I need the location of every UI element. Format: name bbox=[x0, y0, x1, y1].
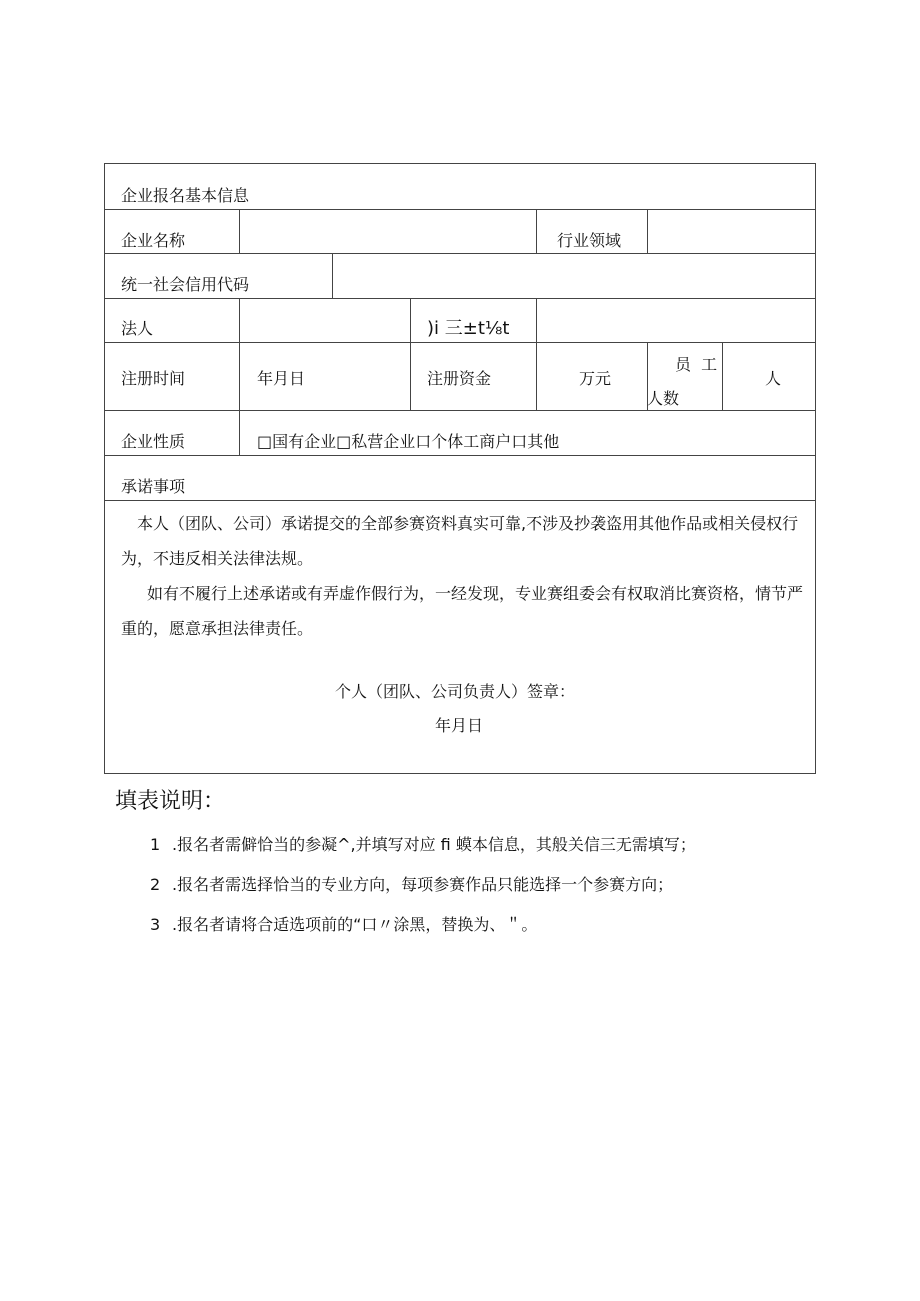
col-divider bbox=[332, 253, 333, 298]
employees-label-line2: 人数 bbox=[647, 389, 680, 408]
contact-label: )i 三±t⅛t bbox=[427, 318, 510, 339]
col-divider bbox=[536, 209, 537, 253]
company-name-field[interactable] bbox=[241, 210, 535, 252]
col-divider bbox=[536, 298, 537, 342]
commitment-title: 承诺事项 bbox=[121, 477, 186, 496]
reg-time-value[interactable]: 年月日 bbox=[257, 369, 306, 388]
registration-form bbox=[104, 163, 816, 774]
note-text: .报名者需选择恰当的专业方向，每项参赛作品只能选择一个参赛方向； bbox=[172, 875, 674, 894]
note-item bbox=[150, 875, 673, 895]
note-item bbox=[150, 835, 696, 855]
credit-code-label: 统一社会信用代码 bbox=[121, 275, 250, 294]
signature-label: 个人（团队、公司负责人）签章： bbox=[335, 682, 576, 701]
note-text: .报名者需僻恰当的参凝^,并填写对应 fi 蟆本信息，其般关信三无需填写； bbox=[172, 835, 696, 854]
row-divider bbox=[105, 500, 815, 501]
col-divider bbox=[410, 298, 411, 342]
row-divider bbox=[105, 410, 815, 411]
commitment-paragraph-1: 本人（团队、公司）承诺提交的全部参赛资料真实可靠,不涉及抄袭盗用其他作品或相关侵权行为，不违反相关法律法规。 bbox=[121, 514, 799, 568]
nature-label: 企业性质 bbox=[121, 432, 186, 451]
col-divider bbox=[239, 209, 240, 253]
col-divider bbox=[536, 342, 537, 410]
note-number: 2 bbox=[150, 875, 161, 894]
nature-options[interactable]: □国有企业□私营企业口个体工商户口其他 bbox=[257, 432, 560, 451]
signature-date: 年月日 bbox=[435, 716, 484, 735]
employees-unit: 人 bbox=[765, 369, 782, 388]
row-divider bbox=[105, 455, 815, 456]
note-item bbox=[150, 915, 537, 935]
legal-person-field[interactable] bbox=[241, 299, 409, 341]
reg-time-label: 注册时间 bbox=[121, 369, 186, 388]
section-title: 企业报名基本信息 bbox=[121, 186, 250, 205]
col-divider bbox=[239, 410, 240, 455]
industry-label: 行业领域 bbox=[557, 231, 622, 250]
commitment-paragraph-2: 如有不履行上述承诺或有弄虚作假行为，一经发现，专业赛组委会有权取消比赛资格，情节严重的，愿意承担法律责任。 bbox=[121, 584, 804, 638]
note-text: .报名者请将合适选项前的“口〃涂黑，替换为、＂。 bbox=[172, 915, 538, 934]
note-number: 1 bbox=[150, 835, 161, 854]
reg-capital-unit: 万元 bbox=[579, 369, 612, 388]
industry-field[interactable] bbox=[649, 210, 815, 252]
col-divider bbox=[647, 209, 648, 253]
row-divider bbox=[105, 342, 815, 343]
col-divider bbox=[722, 342, 723, 410]
contact-field[interactable] bbox=[538, 299, 815, 341]
note-number: 3 bbox=[150, 915, 161, 934]
col-divider bbox=[239, 298, 240, 342]
notes-title: 填表说明： bbox=[115, 789, 226, 814]
credit-code-field[interactable] bbox=[334, 254, 815, 297]
employees-label-line1: 员 工 bbox=[675, 355, 718, 374]
legal-person-label: 法人 bbox=[121, 319, 154, 338]
col-divider bbox=[239, 342, 240, 410]
company-name-label: 企业名称 bbox=[121, 231, 186, 250]
col-divider bbox=[410, 342, 411, 410]
reg-capital-label: 注册资金 bbox=[427, 369, 492, 388]
